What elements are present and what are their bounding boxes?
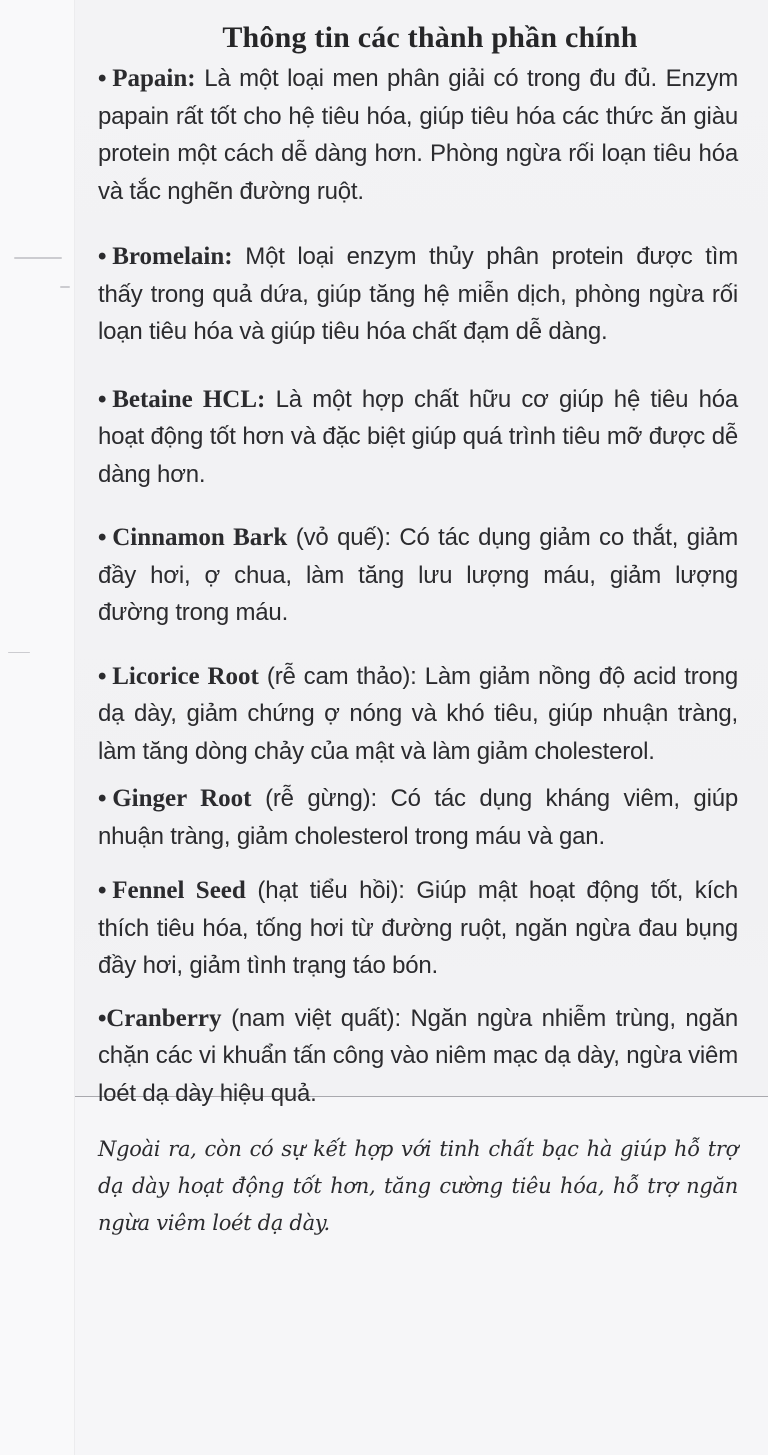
ingredient-description: Có tác dụng giảm co thắt, giảm đầy hơi, ợ chua, làm tăng lưu lượng máu, giảm lượng đường trong máu. bbox=[98, 524, 738, 626]
bullet-icon: • bbox=[98, 877, 107, 904]
scan-left-margin bbox=[0, 0, 75, 1455]
ingredient-fennel-seed bbox=[98, 872, 738, 985]
ingredient-vietnamese-name: (rễ gừng): bbox=[265, 785, 377, 812]
ingredient-description: Là một loại men phân giải có trong đu đủ. Enzym papain rất tốt cho hệ tiêu hóa, giúp tiêu hóa các thức ăn giàu protein một cách dễ dàng hơn. Phòng ngừa rối loạn tiêu hóa và tắc nghẽn đường ruột. bbox=[98, 65, 738, 205]
ingredient-description: Ngăn ngừa nhiễm trùng, ngăn chặn các vi khuẩn tấn công vào niêm mạc dạ dày, ngừa viêm loét dạ dày hiệu quả. bbox=[98, 1004, 739, 1107]
ingredient-name: Licorice Root bbox=[112, 662, 259, 690]
scan-speck bbox=[8, 652, 30, 653]
ingredient-ginger-root bbox=[98, 780, 738, 855]
ingredient-betaine-hcl bbox=[98, 381, 738, 494]
bullet-icon: • bbox=[98, 65, 107, 92]
ingredient-licorice-root bbox=[98, 658, 738, 771]
ingredient-name: Bromelain: bbox=[112, 243, 233, 270]
bullet-icon: • bbox=[98, 785, 107, 812]
ingredient-description: Một loại enzym thủy phân protein được tìm thấy trong quả dứa, giúp tăng hệ miễn dịch, phòng ngừa rối loạn tiêu hóa và giúp tiêu hóa chất đạm dễ dàng. bbox=[98, 243, 739, 345]
ingredient-vietnamese-name: (vỏ quế): bbox=[295, 524, 391, 551]
section-title: Thông tin các thành phần chính bbox=[222, 21, 638, 54]
scan-speck bbox=[60, 286, 70, 288]
ingredient-name: Betaine HCL: bbox=[112, 385, 266, 413]
bullet-icon: • bbox=[98, 385, 107, 413]
bullet-icon: • bbox=[98, 524, 107, 551]
ingredient-cinnamon-bark bbox=[98, 519, 738, 632]
bullet-icon: • bbox=[98, 662, 107, 690]
ingredient-name: Fennel Seed bbox=[112, 877, 246, 904]
bullet-icon: • bbox=[98, 1004, 107, 1032]
closing-note: Ngoài ra, còn có sự kết hợp với tinh chất bạc hà giúp hỗ trợ dạ dày hoạt động tốt hơn, tăng cường tiêu hóa, hỗ trợ ngăn ngừa viêm loét dạ dày. bbox=[98, 1137, 738, 1235]
ingredient-papain bbox=[98, 60, 738, 210]
scan-speck bbox=[14, 257, 62, 259]
ingredient-description: Là một hợp chất hữu cơ giúp hệ tiêu hóa hoạt động tốt hơn và đặc biệt giúp quá trình tiêu mỡ được dễ dàng hơn. bbox=[98, 385, 739, 488]
ingredient-vietnamese-name: (hạt tiểu hồi): bbox=[257, 877, 405, 904]
ingredient-name: Cinnamon Bark bbox=[112, 524, 288, 551]
bullet-icon: • bbox=[98, 243, 107, 270]
ingredient-name: Ginger Root bbox=[112, 785, 252, 812]
ingredient-vietnamese-name: (nam việt quất): bbox=[231, 1004, 401, 1032]
ingredient-vietnamese-name: (rễ cam thảo): bbox=[266, 662, 417, 690]
ingredients-section bbox=[98, 18, 738, 1263]
ingredient-name: Cranberry bbox=[106, 1004, 222, 1032]
ingredient-name: Papain: bbox=[112, 65, 196, 92]
ingredient-description: Giúp mật hoạt động tốt, kích thích tiêu hóa, tống hơi từ đường ruột, ngăn ngừa đau bụng đầy hơi, giảm tình trạng táo bón. bbox=[98, 877, 738, 979]
ingredient-cranberry bbox=[98, 1000, 738, 1113]
ingredient-description: Làm giảm nồng độ acid trong dạ dày, giảm chứng ợ nóng và khó tiêu, giúp nhuận tràng, làm tăng dòng chảy của mật và làm giảm cholesterol. bbox=[98, 662, 739, 765]
ingredient-bromelain bbox=[98, 238, 738, 351]
ingredient-description: Có tác dụng kháng viêm, giúp nhuận tràng, giảm cholesterol trong máu và gan. bbox=[98, 785, 739, 850]
